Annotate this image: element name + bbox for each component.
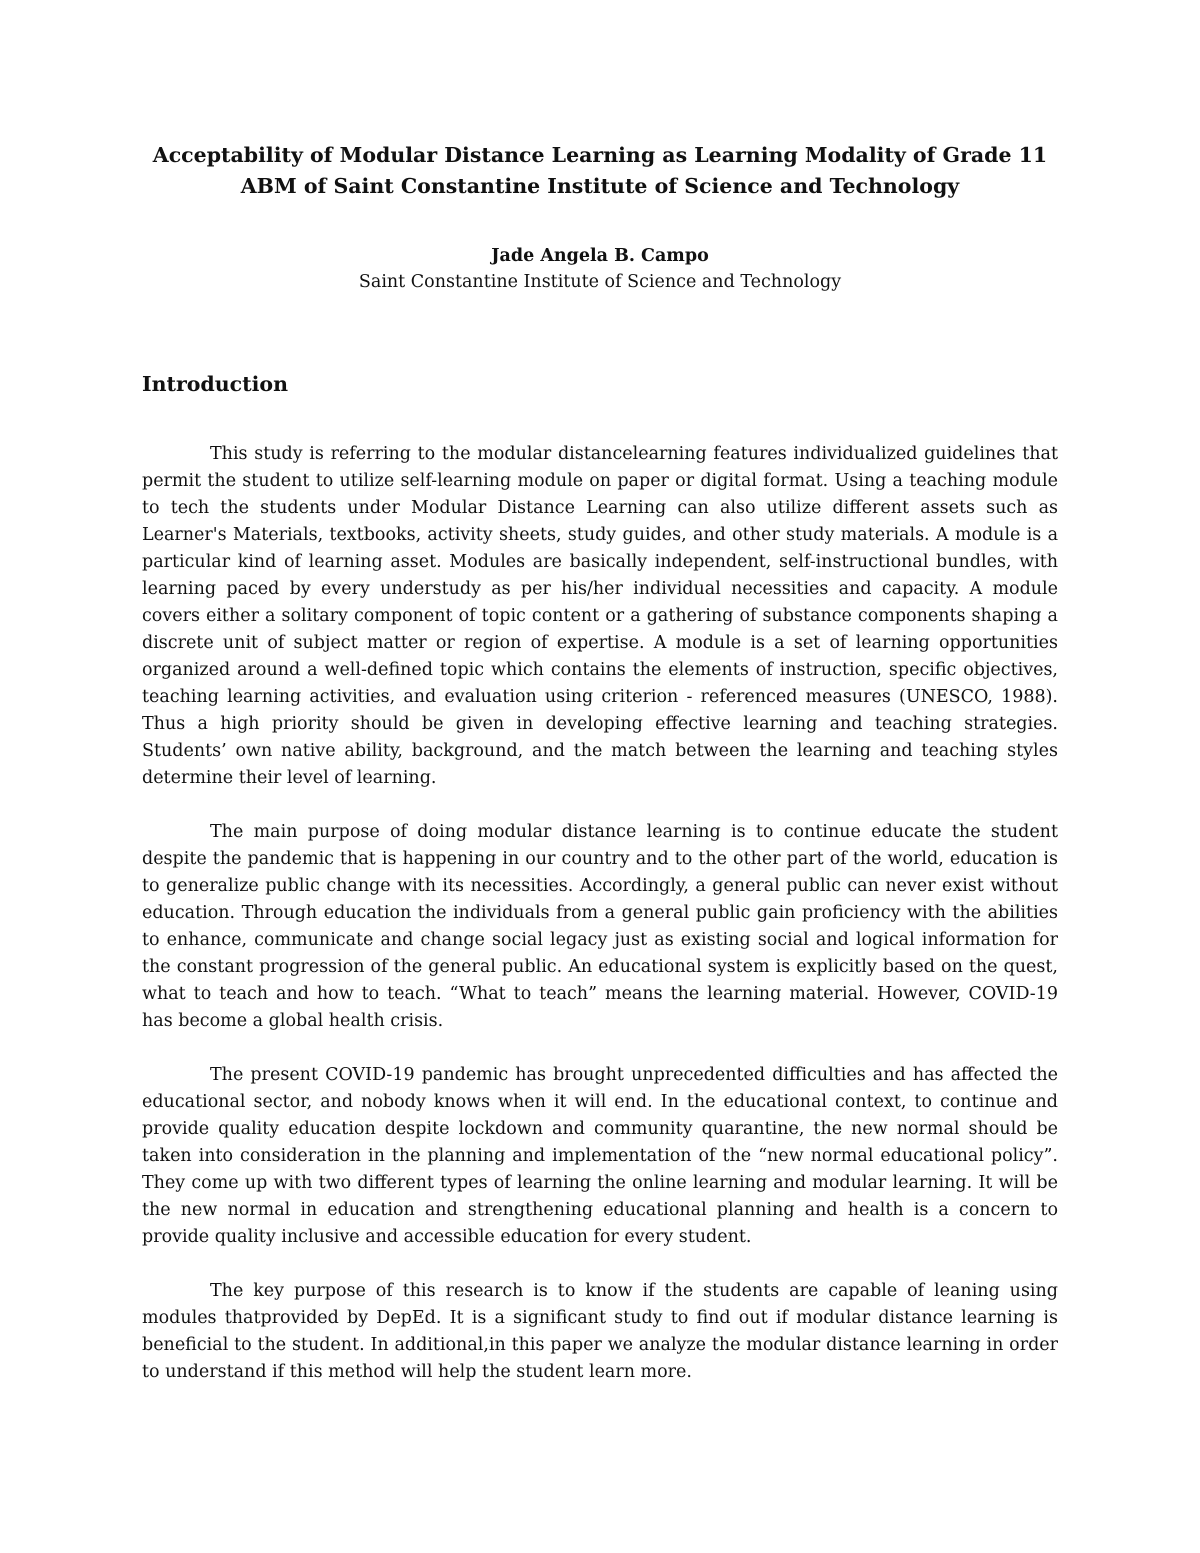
introduction-paragraph-2: The main purpose of doing modular distance learning is to continue educate the student despite the pandemic that is happening in our country and to the other part of the world, education is to generalize public change with its necessities. Accordingly, a general public can never exist without education. Through education the individuals from a general public gain proficiency with the abilities to enhance, communicate and change social legacy just as existing social and logical information for the constant progression of the general public. An educational system is explicitly based on the quest, what to teach and how to teach. “What to teach” means the learning material. However, COVID-19 has become a global health crisis.	[142, 822, 1058, 1031]
paper-title-line-1: Acceptability of Modular Distance Learning as Learning Modality of Grade 11	[152, 143, 1048, 167]
author-affiliation: Saint Constantine Institute of Science and Technology	[358, 272, 842, 292]
section-heading-introduction: Introduction	[142, 372, 288, 396]
paper-title-line-2: ABM of Saint Constantine Institute of Science and Technology	[240, 174, 960, 198]
introduction-paragraph-1: This study is referring to the modular distancelearning features individualized guidelines that permit the student to utilize self-learning module on paper or digital format. Using a teaching module to tech the students under Modular Distance Learning can also utilize different assets such as Learner's Materials, textbooks, activity sheets, study guides, and other study materials. A module is a particular kind of learning asset. Modules are basically independent, self-instructional bundles, with learning paced by every understudy as per his/her individual necessities and capacity. A module covers either a solitary component of topic content or a gathering of substance components shaping a discrete unit of subject matter or region of expertise. A module is a set of learning opportunities organized around a well-defined topic which contains the elements of instruction, specific objectives, teaching learning activities, and evaluation using criterion - referenced measures (UNESCO, 1988). Thus a high priority should be given in developing effective learning and teaching strategies. Students’ own native ability, background, and the match between the learning and teaching styles determine their level of learning.	[142, 444, 1058, 788]
paper-title	[142, 140, 1058, 202]
introduction-paragraph-3: The present COVID-19 pandemic has brought unprecedented difficulties and has affected the educational sector, and nobody knows when it will end. In the educational context, to continue and provide quality education despite lockdown and community quarantine, the new normal should be taken into consideration in the planning and implementation of the “new normal educational policy”. They come up with two different types of learning the online learning and modular learning. It will be the new normal in education and strengthening educational planning and health is a concern to provide quality inclusive and accessible education for every student.	[142, 1065, 1058, 1247]
introduction-paragraph-4: The key purpose of this research is to know if the students are capable of leaning using modules thatprovided by DepEd. It is a significant study to find out if modular distance learning is beneficial to the student. In additional,in this paper we analyze the modular distance learning in order to understand if this method will help the student learn more.	[142, 1281, 1058, 1382]
author-name: Jade Angela B. Campo	[491, 246, 709, 266]
paper-page	[142, 140, 1058, 1386]
